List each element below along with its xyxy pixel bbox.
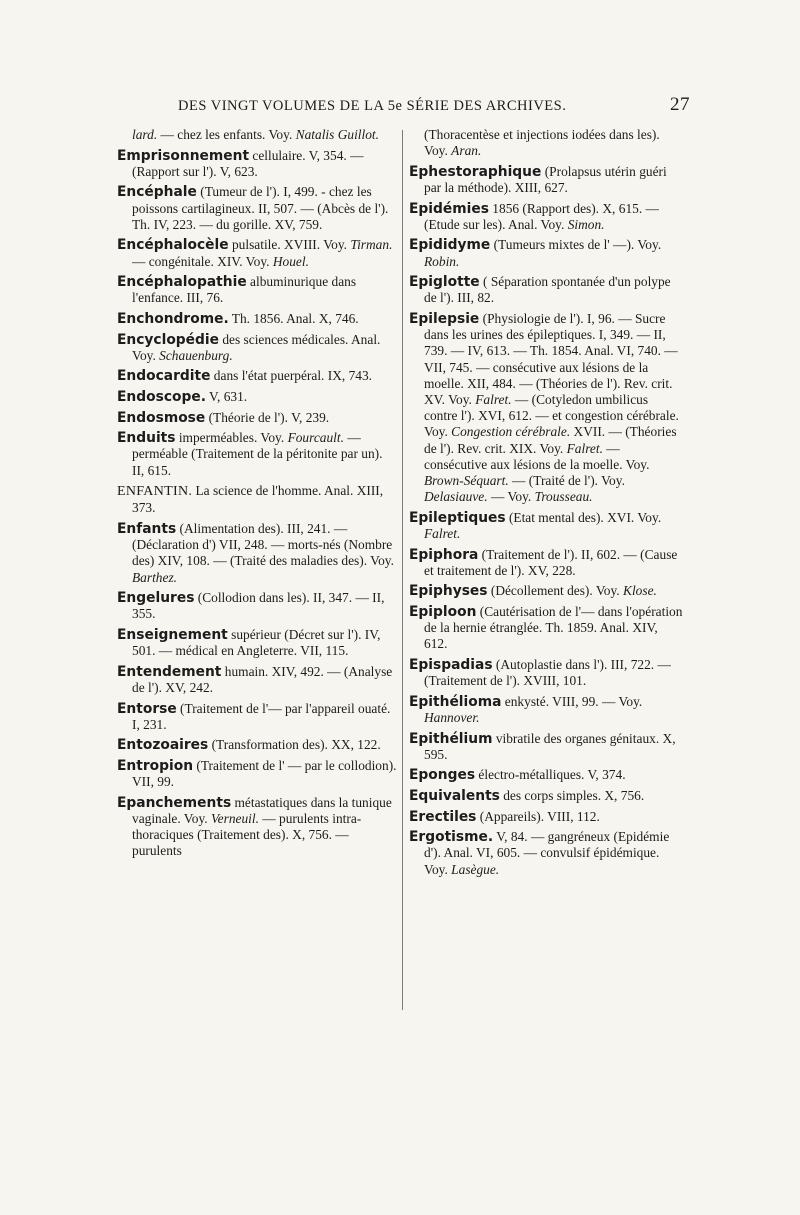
- entry-headword: Entendement: [117, 663, 222, 680]
- entry-reference: Falret.: [424, 526, 461, 542]
- entry-headword: Encéphalocèle: [117, 237, 229, 254]
- entry-text: métastatiques dans la tunique vaginale. Voy.: [132, 794, 392, 826]
- index-entry: [117, 795, 397, 860]
- entry-text: (Cautérisation de l'— dans l'opération de la hernie étranglée. Th. 1859. Anal. XIV, 612.: [424, 604, 683, 652]
- index-entry: [117, 627, 397, 659]
- entry-reference: Delasiauve.: [424, 489, 488, 505]
- page-number: 27: [670, 94, 690, 115]
- entry-reference: Simon.: [567, 216, 605, 232]
- entry-text: cellulaire. V, 354. — (Rapport sur l'). V, 623.: [132, 147, 364, 179]
- entry-headword: Epithélium: [409, 730, 493, 747]
- index-entry: [409, 694, 684, 726]
- entry-reference: Houel.: [272, 253, 309, 269]
- entry-reference: Verneuil.: [210, 810, 259, 826]
- entry-headword: Epiphora: [409, 546, 479, 563]
- entry-headword: Endocardite: [117, 368, 211, 385]
- entry-text: (Traitement de l'— par l'appareil ouaté. I, 231.: [132, 700, 391, 732]
- entry-text: supérieur (Décret sur l'). IV, 501. — médical en Angleterre. VII, 115.: [132, 626, 381, 659]
- index-entry: [117, 311, 397, 327]
- entry-reference: Falret.: [475, 392, 512, 407]
- entry-text: (Prolapsus utérin guéri par la méthode). XIII, 627.: [424, 163, 667, 195]
- entry-headword: Epilepsie: [409, 310, 480, 327]
- index-entry: [409, 311, 684, 505]
- entry-text: — (Cotyledon umbilicus contre l'). XVI, 612. — et congestion cérébrale. Voy.: [424, 392, 679, 440]
- entry-text: (Appareils). VIII, 112.: [476, 808, 600, 824]
- entry-text: — (Traité de l'). Voy.: [508, 473, 625, 489]
- index-entry: [117, 368, 397, 384]
- entry-text: La science de l'homme. Anal. XIII, 373.: [132, 483, 384, 516]
- entry-text: V, 84. — gangréneux (Epidémie d'). Anal. VI, 605. — convulsif épidémique. Voy.: [424, 829, 670, 877]
- index-entry: [409, 583, 684, 599]
- index-entry: [409, 604, 684, 653]
- entry-text: XVII. — (Théories de l'). Rev. crit. XIX. Voy.: [424, 424, 677, 456]
- index-entry: [117, 148, 397, 180]
- entry-reference: Hannover.: [424, 710, 480, 725]
- entry-text: électro-métalliques. V, 374.: [475, 767, 626, 783]
- entry-text: (Transformation des). XX, 122.: [208, 737, 381, 753]
- entry-text: imperméables. Voy.: [175, 430, 288, 446]
- running-header: [120, 94, 690, 120]
- index-entry: [117, 664, 397, 696]
- entry-headword: Epithélioma: [409, 693, 502, 710]
- entry-text: (Collodion dans les). II, 347. — II, 355.: [132, 590, 385, 622]
- entry-text: (Traitement de l'). II, 602. — (Cause et traitement de l'). XV, 228.: [424, 546, 678, 578]
- entry-headword: Epididyme: [409, 237, 491, 254]
- entry-reference: Natalis Guillot.: [295, 127, 379, 142]
- entry-headword: Encyclopédie: [117, 331, 220, 348]
- index-entry: [409, 809, 684, 825]
- entry-text: (Physiologie de l'). I, 96. — Sucre dans les urines des épileptiques. I, 349. — II, 739. — IV, 613. — Th. 1854. Anal. VI, 740. — VII, 745. — consécutive aux lésions de la moelle. XII, 484. — (Théories de l'). Rev. crit. XV. Voy.: [424, 310, 678, 407]
- entry-text: (Autoplastie dans l'). III, 722. — (Traitement de l'). XVIII, 101.: [424, 657, 671, 689]
- entry-headword: Epidémies: [409, 200, 489, 217]
- entry-headword: Enfants: [117, 520, 177, 537]
- entry-text: (Tumeurs mixtes de l' —). Voy.: [490, 237, 662, 253]
- entry-reference: Barthez.: [132, 569, 178, 585]
- entry-headword: Epispadias: [409, 657, 493, 673]
- index-entry-continuation: [117, 127, 397, 143]
- index-entry: [409, 788, 684, 804]
- entry-reference: lard.: [132, 127, 158, 142]
- running-title: DES VINGT VOLUMES DE LA 5e SÉRIE DES ARCHIVES.: [178, 98, 567, 114]
- index-entry: [117, 430, 397, 479]
- entry-text: — chez les enfants. Voy.: [157, 127, 296, 142]
- entry-text: Th. 1856. Anal. X, 746.: [228, 310, 359, 326]
- index-entry: [409, 731, 684, 763]
- entry-headword: Encéphalopathie: [117, 274, 247, 291]
- entry-reference: Congestion cérébrale.: [451, 424, 571, 440]
- index-entry: [117, 483, 397, 516]
- entry-text: (Thoracentèse et injections iodées dans les). Voy.: [424, 127, 660, 159]
- index-entry-continuation: [409, 127, 684, 159]
- entry-text: (Décollement des). Voy.: [487, 583, 624, 599]
- entry-reference: Trousseau.: [534, 489, 593, 505]
- entry-headword: Erectiles: [409, 808, 477, 825]
- index-entry: [117, 701, 397, 733]
- entry-text: (Tumeur de l'). I, 499. - chez les poissons cartilagineux. II, 507. — (Abcès de l'). Th. IV, 223. — du gorille. XV, 759.: [132, 184, 389, 232]
- entry-reference: Schauenburg.: [159, 347, 233, 363]
- index-entry: [117, 758, 397, 790]
- right-column: [409, 127, 684, 882]
- index-entry: [409, 237, 684, 269]
- entry-reference: Aran.: [451, 143, 482, 159]
- entry-reference: Robin.: [424, 253, 460, 269]
- entry-text: (Etat mental des). XVI. Voy.: [505, 509, 662, 525]
- entry-reference: Falret.: [566, 440, 603, 456]
- entry-reference: Lasègue.: [451, 861, 500, 877]
- entry-headword: Eponges: [409, 767, 476, 784]
- entry-text: dans l'état puerpéral. IX, 743.: [210, 368, 373, 384]
- index-entry: [117, 332, 397, 364]
- entry-headword: Ephestoraphique: [409, 163, 542, 180]
- entry-text: (Théorie de l'). V, 239.: [205, 409, 330, 425]
- index-entry: [117, 737, 397, 753]
- index-entry: [409, 201, 684, 233]
- entry-headword: Emprisonnement: [117, 147, 250, 164]
- entry-text: pulsatile. XVIII. Voy.: [228, 237, 351, 253]
- index-entry: [117, 237, 397, 269]
- entry-headword: Epanchements: [117, 794, 232, 811]
- entry-text: des sciences médicales. Anal. Voy.: [132, 331, 381, 363]
- index-entry: [117, 590, 397, 622]
- entry-text: (Alimentation des). III, 241. — (Déclaration d') VII, 248. — morts-nés (Nombre des) XIV, 108. — (Traité des maladies des). Voy.: [132, 520, 394, 569]
- index-entry: [409, 767, 684, 783]
- entry-reference: Brown-Séquart.: [424, 473, 509, 489]
- index-entry: [409, 164, 684, 196]
- entry-text: — perméable (Traitement de la péritonite par un). II, 615.: [132, 430, 383, 478]
- index-entry: [117, 274, 397, 306]
- entry-headword: Endoscope.: [117, 388, 206, 405]
- index-entry: [409, 547, 684, 579]
- entry-reference: Klose.: [623, 583, 657, 599]
- entry-text: albuminurique dans l'enfance. III, 76.: [132, 274, 357, 306]
- entry-text: ( Séparation spontanée d'un polype de l'). III, 82.: [424, 274, 671, 306]
- entry-headword: Equivalents: [409, 787, 500, 804]
- entry-text: (Traitement de l' — par le collodion). VII, 99.: [132, 757, 397, 790]
- index-entry: [409, 510, 684, 542]
- index-entry: [117, 410, 397, 426]
- entry-text: — Voy.: [487, 489, 535, 505]
- entry-headword: Enseignement: [117, 626, 228, 643]
- entry-text: humain. XIV, 492. — (Analyse de l'). XV, 242.: [132, 663, 393, 695]
- entry-headword: Epiploon: [409, 604, 477, 620]
- entry-reference: Tirman.: [350, 237, 393, 253]
- entry-text: vibratile des organes génitaux. X, 595.: [424, 730, 676, 762]
- index-entry: [409, 274, 684, 306]
- entry-text: des corps simples. X, 756.: [499, 787, 645, 803]
- entry-headword: Endosmose: [117, 409, 206, 426]
- entry-headword: ENFANTIN.: [117, 484, 193, 500]
- entry-reference: Fourcault.: [287, 430, 344, 446]
- entry-text: — purulents intra-thoraciques (Traitement des). X, 756. — purulents: [132, 810, 362, 859]
- column-divider: [402, 130, 403, 1010]
- index-entry: [117, 389, 397, 405]
- index-entry: [117, 521, 397, 586]
- entry-headword: Ergotisme.: [409, 829, 494, 846]
- index-entry: [117, 184, 397, 233]
- entry-headword: Entorse: [117, 700, 177, 717]
- index-entry: [409, 829, 684, 878]
- entry-text: 1856 (Rapport des). X, 615. — (Etude sur les). Anal. Voy.: [424, 200, 659, 232]
- entry-headword: Entropion: [117, 757, 194, 774]
- entry-headword: Enchondrome.: [117, 310, 229, 327]
- entry-headword: Entozoaires: [117, 737, 209, 754]
- entry-headword: Epiglotte: [409, 274, 480, 291]
- entry-headword: Engelures: [117, 590, 195, 607]
- entry-text: V, 631.: [205, 388, 248, 404]
- entry-headword: Epileptiques: [409, 509, 506, 526]
- index-entry: [409, 657, 684, 689]
- entry-text: — congénitale. XIV. Voy.: [132, 253, 273, 269]
- left-column: [117, 127, 397, 864]
- entry-text: enkysté. VIII, 99. — Voy.: [501, 693, 643, 709]
- entry-headword: Epiphyses: [409, 583, 488, 600]
- entry-text: — consécutive aux lésions de la moelle. Voy.: [424, 440, 650, 472]
- entry-headword: Enduits: [117, 430, 176, 447]
- entry-headword: Encéphale: [117, 184, 197, 201]
